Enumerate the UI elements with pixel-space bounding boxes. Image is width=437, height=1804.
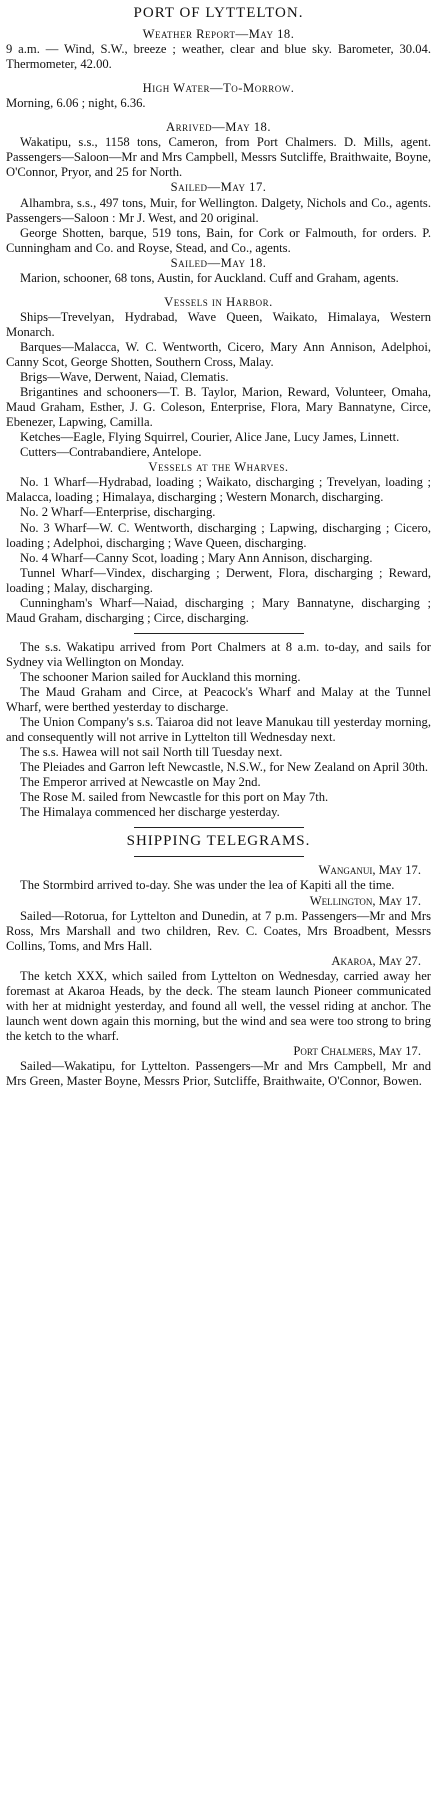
arrived-text: Wakatipu, s.s., 1158 tons, Cameron, from Port Chalmers. D. Mills, agent. Passengers—Saloon—Mr and Mrs Campbell, Messrs Sutcliffe, Braithwaite, Boyne, O'Connor, Pryor, and 25 for North. [6, 135, 431, 180]
wellington-dateline: Wellington, May 17. [309, 893, 421, 908]
wanganui-dateline: Wanganui, May 17. [318, 863, 421, 878]
wharves-heading: Vessels at the Wharves. [148, 460, 289, 475]
telegrams-title: SHIPPING TELEGRAMS. [126, 833, 311, 850]
akaroa-dateline: Akaroa, May 27. [331, 953, 421, 968]
wharf-tunnel: Tunnel Wharf—Vindex, discharging ; Derwent, Flora, discharging ; Reward, loading ; Malay, discharging. [6, 565, 431, 595]
news-item: The s.s. Hawea will not sail North till Tuesday next. [20, 745, 283, 760]
wharf-no3: No. 3 Wharf—W. C. Wentworth, discharging ; Lapwing, discharging ; Cicero, loading ; Adelphoi, discharging ; Wave Queen, discharging. [6, 520, 431, 550]
harbor-cutters: Cutters—Contrabandiere, Antelope. [20, 445, 202, 460]
harbor-ships: Ships—Trevelyan, Hydrabad, Wave Queen, Waikato, Himalaya, Western Monarch. [6, 309, 431, 339]
news-item: The s.s. Wakatipu arrived from Port Chalmers at 8 a.m. to-day, and sails for Sydney via Wellington on Monday. [6, 639, 431, 669]
wharf-no4: No. 4 Wharf—Canny Scot, loading ; Mary Ann Annison, discharging. [20, 550, 373, 565]
wellington-text: Sailed—Rotorua, for Lyttelton and Dunedin, at 7 p.m. Passengers—Mr and Mrs Ross, Mrs Marshall and two children, Rev. C. Coates, Mrs Broadbent, Messrs Collins, Toms, and Mrs Hall. [6, 908, 431, 953]
harbor-ketches: Ketches—Eagle, Flying Squirrel, Courier, Alice Jane, Lucy James, Linnett. [20, 430, 400, 445]
news-item: The Maud Graham and Circe, at Peacock's Wharf and Malay at the Tunnel Wharf, were berthed yesterday to discharge. [6, 684, 431, 715]
sailed-may18-heading: Sailed—May 18. [170, 255, 267, 270]
arrived-heading: Arrived—May 18. [166, 120, 271, 135]
news-item: The Union Company's s.s. Taiaroa did not leave Manukau till yesterday morning, and consequently will not arrive in Lyttelton till Wednesday next. [6, 715, 431, 745]
news-item: The schooner Marion sailed for Auckland this morning. [20, 669, 301, 684]
akaroa-text: The ketch XXX, which sailed from Lyttelton on Wednesday, carried away her foremast at Akaroa Heads, by the deck. The steam launch Pioneer communicated with her at midnight yesterday, and found all well, the vessel riding at anchor. The launch went down again this morning, but the wind and sea were too strong to bring the ketch to the wharf. [6, 968, 431, 1043]
news-item: The Himalaya commenced her discharge yesterday. [20, 805, 280, 820]
wanganui-text: The Stormbird arrived to-day. She was under the lea of Kapiti all the time. [20, 878, 395, 893]
news-item: The Rose M. sailed from Newcastle for this port on May 7th. [20, 790, 329, 805]
weather-heading: Weather Report—May 18. [142, 27, 295, 42]
port-chalmers-text: Sailed—Wakatipu, for Lyttelton. Passengers—Mr and Mrs Campbell, Mr and Mrs Green, Master Boyne, Messrs Prior, Sutcliffe, Braithwaite, O'Connor, Bowen. [6, 1059, 431, 1089]
weather-text: 9 a.m. — Wind, S.W., breeze ; weather, clear and blue sky. Barometer, 30.04. Thermometer, 42.00. [6, 42, 431, 72]
section-divider [134, 633, 304, 634]
harbor-brigs: Brigs—Wave, Derwent, Naiad, Clematis. [20, 370, 229, 385]
news-item: The Pleiades and Garron left Newcastle, N.S.W., for New Zealand on April 30th. [20, 760, 429, 775]
sailed-may18-text: Marion, schooner, 68 tons, Austin, for Auckland. Cuff and Graham, agents. [20, 270, 399, 285]
sailed-may17-text-1: Alhambra, s.s., 497 tons, Muir, for Wellington. Dalgety, Nichols and Co., agents. Passengers—Saloon : Mr J. West, and 20 original. [6, 195, 431, 225]
high-water-text: Morning, 6.06 ; night, 6.36. [6, 96, 146, 111]
wharf-cunningham: Cunningham's Wharf—Naiad, discharging ; Mary Bannatyne, discharging ; Maud Graham, discharging ; Circe, discharging. [6, 595, 431, 625]
harbor-heading: Vessels in Harbor. [164, 294, 273, 309]
section-divider [134, 827, 304, 828]
harbor-brigantines: Brigantines and schooners—T. B. Taylor, Marion, Reward, Volunteer, Omaha, Maud Graham, Esther, J. G. Coleson, Enterprise, Flora, Mary Bannatyne, Circe, Ebenezer, Lapwing, Camilla. [6, 385, 431, 430]
section-divider [134, 856, 304, 857]
port-title: PORT OF LYTTELTON. [133, 5, 304, 21]
news-item: The Emperor arrived at Newcastle on May 2nd. [20, 775, 261, 790]
port-chalmers-dateline: Port Chalmers, May 17. [293, 1044, 421, 1058]
harbor-barques: Barques—Malacca, W. C. Wentworth, Cicero, Mary Ann Annison, Adelphoi, Canny Scot, George Shotten, Southern Cross, Malay. [6, 339, 431, 369]
wharf-no1: No. 1 Wharf—Hydrabad, loading ; Waikato, discharging ; Trevelyan, loading ; Malacca, loading ; Himalaya, discharging ; Western Monarch, discharging. [6, 475, 431, 505]
wharf-no2: No. 2 Wharf—Enterprise, discharging. [20, 505, 216, 520]
sailed-may17-heading: Sailed—May 17. [170, 180, 267, 195]
high-water-heading: High Water—To-Morrow. [142, 81, 295, 96]
sailed-may17-text-2: George Shotten, barque, 519 tons, Bain, for Cork or Falmouth, for orders. P. Cunningham and Co. and Royse, Stead, and Co., agents. [6, 225, 431, 255]
